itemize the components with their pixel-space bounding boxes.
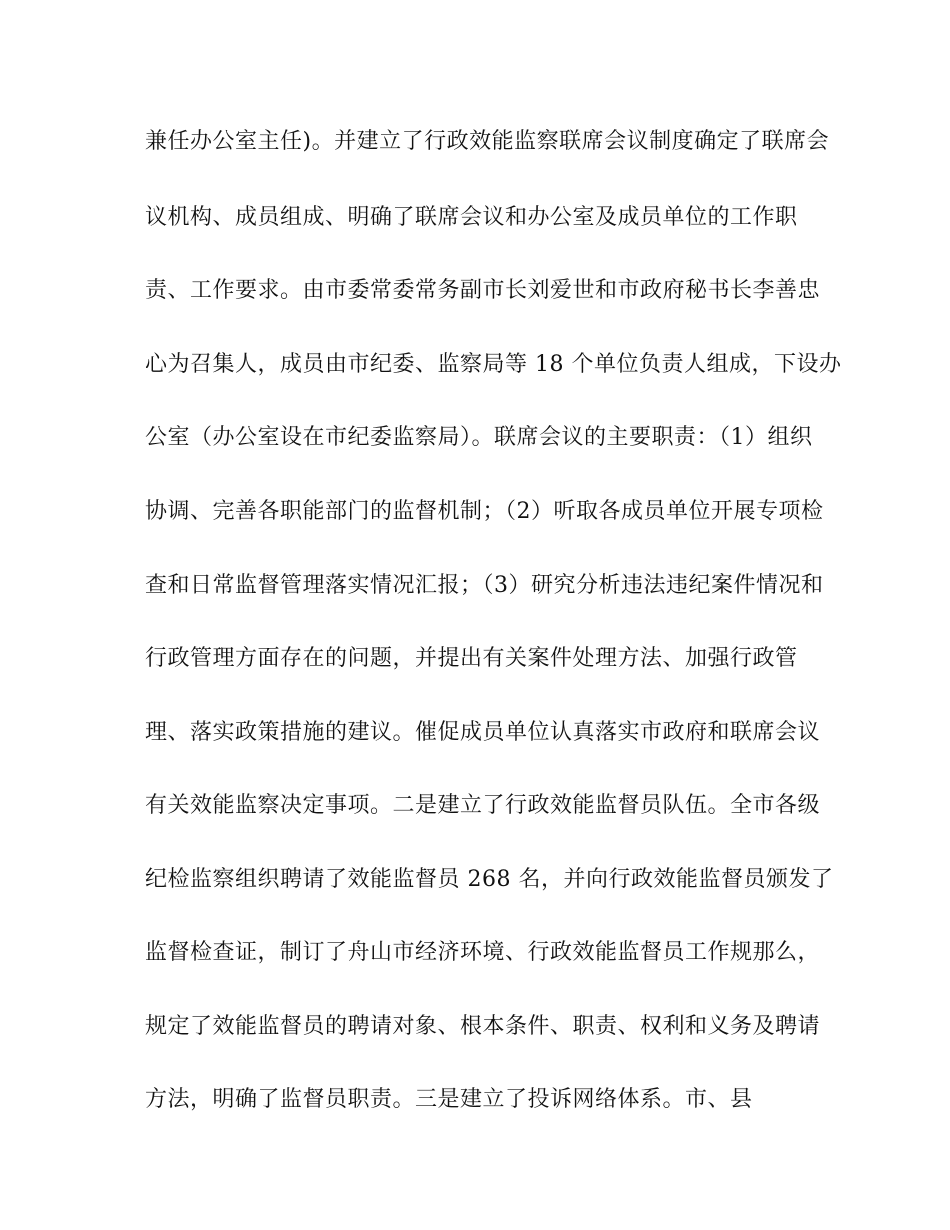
text-line: 兼任办公室主任)。并建立了行政效能监察联席会议制度确定了联席会 [145,129,830,154]
text-line: 行政管理方面存在的问题，并提出有关案件处理方法、加强行政管 [145,646,798,671]
text-line: 议机构、成员组成、明确了联席会议和办公室及成员单位的工作职 [145,205,798,230]
text-line: 监督检查证，制订了舟山市经济环境、行政效能监督员工作规那么， [145,940,821,965]
text-line: 有关效能监察决定事项。二是建立了行政效能监督员队伍。全市各级 [145,793,821,818]
text-line: 协调、完善各职能部门的监督机制；（2）听取各成员单位开展专项检 [145,499,824,524]
text-line: 规定了效能监督员的聘请对象、根本条件、职责、权利和义务及聘请 [145,1014,821,1039]
text-line: 纪检监察组织聘请了效能监督员 268 名，并向行政效能监督员颁发了 [145,867,834,892]
text-line: 责、工作要求。由市委常委常务副市长刘爱世和市政府秘书长李善忠 [145,278,821,303]
text-line: 公室（办公室设在市纪委监察局）。联席会议的主要职责：（1）组织 [145,425,813,450]
text-line: 理、落实政策措施的建议。催促成员单位认真落实市政府和联席会议 [145,720,821,745]
text-line: 方法，明确了监督员职责。三是建立了投诉网络体系。市、县 [145,1087,753,1112]
text-line: 心为召集人，成员由市纪委、监察局等 18 个单位负责人组成，下设办 [145,352,842,377]
text-line: 查和日常监督管理落实情况汇报；（3）研究分析违法违纪案件情况和 [145,573,824,598]
